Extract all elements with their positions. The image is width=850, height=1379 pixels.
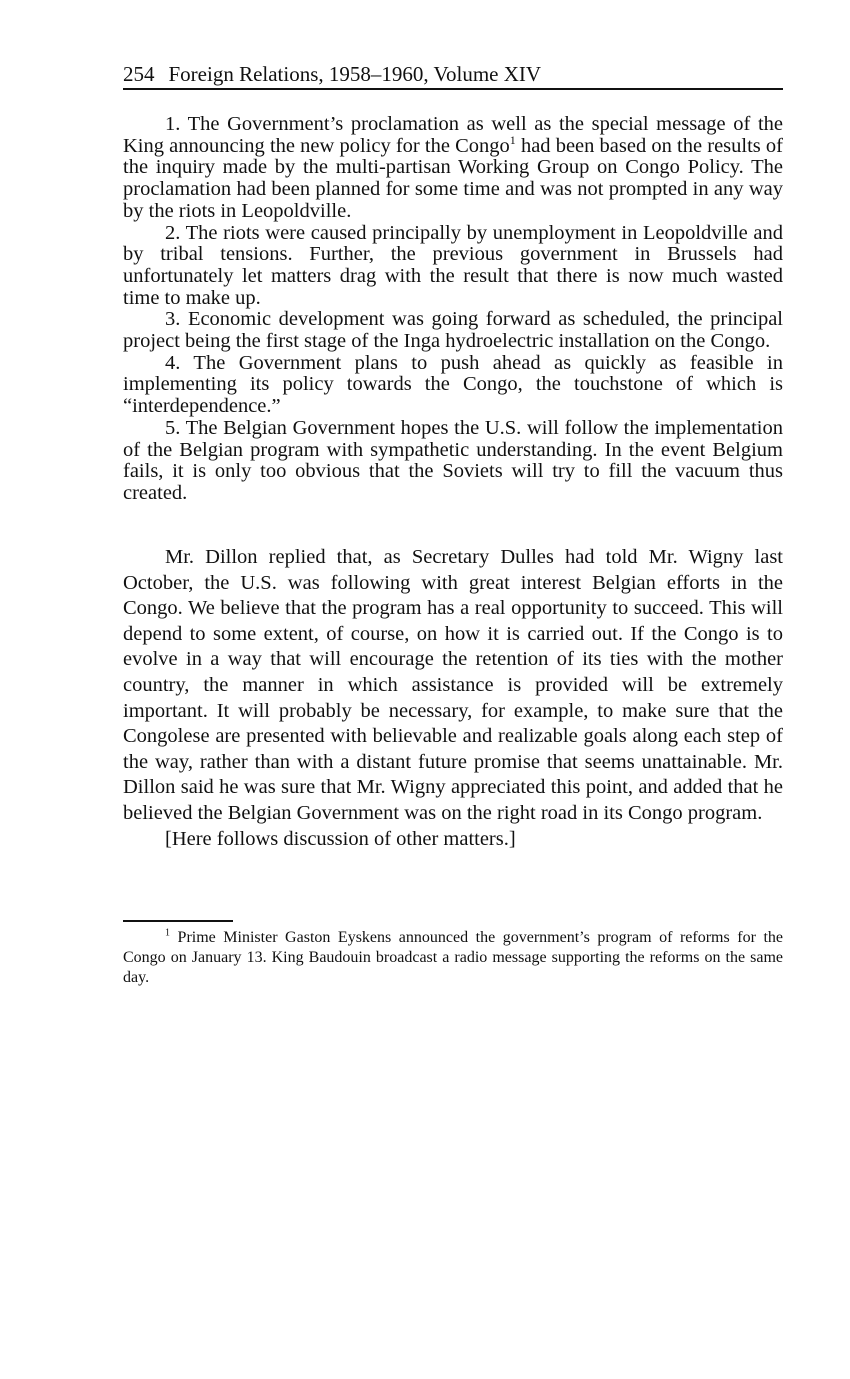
dillon-paragraph: Mr. Dillon replied that, as Secretary Dulles had told Mr. Wigny last October, the U.S. was following with great interest Belgian efforts in the Congo. We believe that the program has a real opportunity to succeed. This will depend to some extent, of course, on how it is carried out. If the Congo is to evolve in a way that will encourage the retention of its ties with the mother country, the manner in which assistance is provided will be extremely important. It will probably be necessary, for example, to make sure that the Congolese are presented with believable and realizable goals along each step of the way, rather than with a distant future promise that seems unattainable. Mr. Dillon said he was sure that Mr. Wigny appreciated this point, and added that he believed the Belgian Government was on the right road in its Congo program. <box>123 546 783 824</box>
running-header <box>123 62 783 90</box>
numbered-points <box>123 114 783 505</box>
point-4: 4. The Government plans to push ahead as quickly as feasible in implementing its policy towards the Congo, the touchstone of which is “interdependence.” <box>123 351 783 418</box>
point-5: 5. The Belgian Government hopes the U.S. will follow the implementation of the Belgian program with sympathetic understanding. In the event Belgium fails, it is only too obvious that the Soviets will try to fill the vacuum thus created. <box>123 416 783 504</box>
editorial-note: [Here follows discussion of other matters.] <box>165 827 516 850</box>
main-text <box>123 545 783 852</box>
running-title: Foreign Relations, 1958–1960, Volume XIV <box>168 62 542 86</box>
point-1 <box>123 114 783 223</box>
footnote-divider <box>123 920 233 922</box>
point-1-text-continued: had been based on the results of the inquiry made by the multi-partisan Working Group on Congo Policy. The proclamation had been planned for some time and was not prompted in any way by the riots in Leopoldville. <box>123 134 783 222</box>
point-1-text: 1. The Government’s proclamation as well as the special message of the King announcing the new policy for the Congo <box>123 113 783 157</box>
footnote-marker: 1 <box>165 927 170 939</box>
point-2: 2. The riots were caused principally by unemployment in Leopoldville and by tribal tensions. Further, the previous government in Brussels had unfortunately let matters drag with the result that there is now much wasted time to make up. <box>123 221 783 309</box>
page-number: 254 <box>123 62 155 86</box>
footnote-text: Prime Minister Gaston Eyskens announced the government’s program of reforms for the Congo on January 13. King Baudouin broadcast a radio message supporting the reforms on the same day. <box>123 929 783 986</box>
footnote-reference: 1 <box>509 132 516 147</box>
footnote <box>123 928 783 988</box>
point-3: 3. Economic development was going forward as scheduled, the principal project being the first stage of the Inga hydroelectric installation on the Congo. <box>123 308 783 353</box>
